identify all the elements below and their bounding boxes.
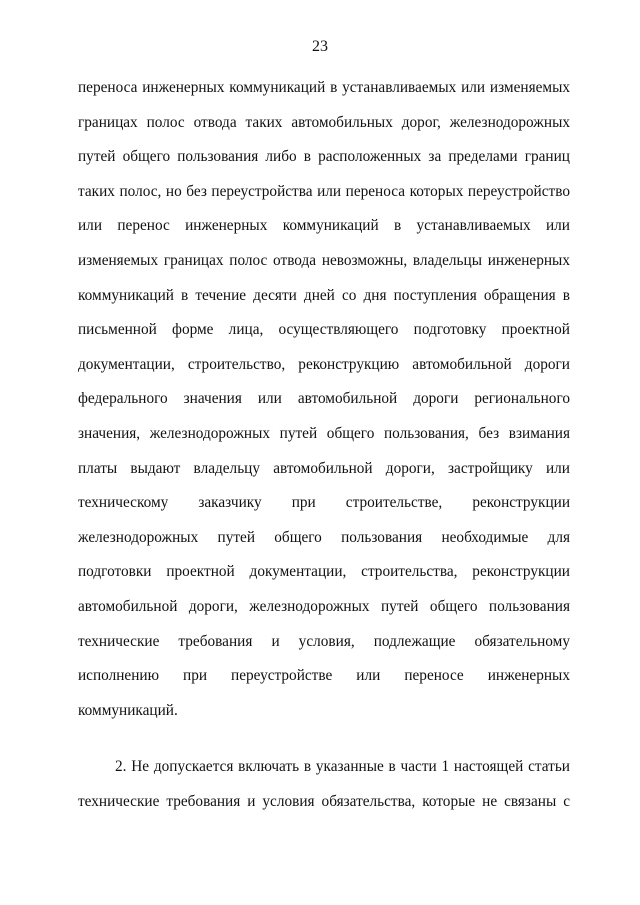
- paragraph-gap: [78, 728, 570, 750]
- text-line: технические требования и условия, подлежащие обязательному: [78, 632, 570, 650]
- text-line: коммуникаций.: [78, 701, 178, 719]
- text-line: границах полос отвода таких автомобильных дорог, железнодорожных: [78, 113, 570, 131]
- text-line: значения, железнодорожных путей общего пользования, без взимания: [78, 424, 570, 442]
- text-line: железнодорожных путей общего пользования необходимые для: [78, 528, 570, 546]
- text-line: 2. Не допускается включать в указанные в части 1 настоящей статьи: [115, 758, 570, 776]
- text-line: исполнению при переустройстве или переносе инженерных: [78, 667, 570, 685]
- text-line: федерального значения или автомобильной дороги регионального: [78, 390, 570, 408]
- page-number: 23: [312, 38, 328, 55]
- text-line: письменной форме лица, осуществляющего подготовку проектной: [78, 321, 570, 339]
- text-line: изменяемых границах полос отвода невозможны, владельцы инженерных: [78, 251, 570, 269]
- paragraph-2: [78, 750, 570, 819]
- text-line: документации, строительство, реконструкцию автомобильной дороги: [78, 355, 570, 373]
- text-line: путей общего пользования либо в расположенных за пределами границ: [78, 148, 570, 166]
- text-line: или перенос инженерных коммуникаций в устанавливаемых или: [78, 217, 570, 235]
- text-line: платы выдают владельцу автомобильной дороги, застройщику или: [78, 459, 570, 477]
- text-line: техническому заказчику при строительстве, реконструкции: [78, 494, 570, 512]
- text-line: коммуникаций в течение десяти дней со дня поступления обращения в: [78, 286, 570, 304]
- paragraph-1: [78, 71, 570, 728]
- text-line: переноса инженерных коммуникаций в устанавливаемых или изменяемых: [78, 79, 570, 96]
- text-line: технические требования и условия обязательства, которые не связаны с: [78, 792, 570, 810]
- text-line: таких полос, но без переустройства или переноса которых переустройство: [78, 182, 570, 200]
- text-line: подготовки проектной документации, строительства, реконструкции: [78, 563, 570, 581]
- text-line: автомобильной дороги, железнодорожных путей общего пользования: [78, 597, 570, 615]
- document-body: [78, 71, 570, 819]
